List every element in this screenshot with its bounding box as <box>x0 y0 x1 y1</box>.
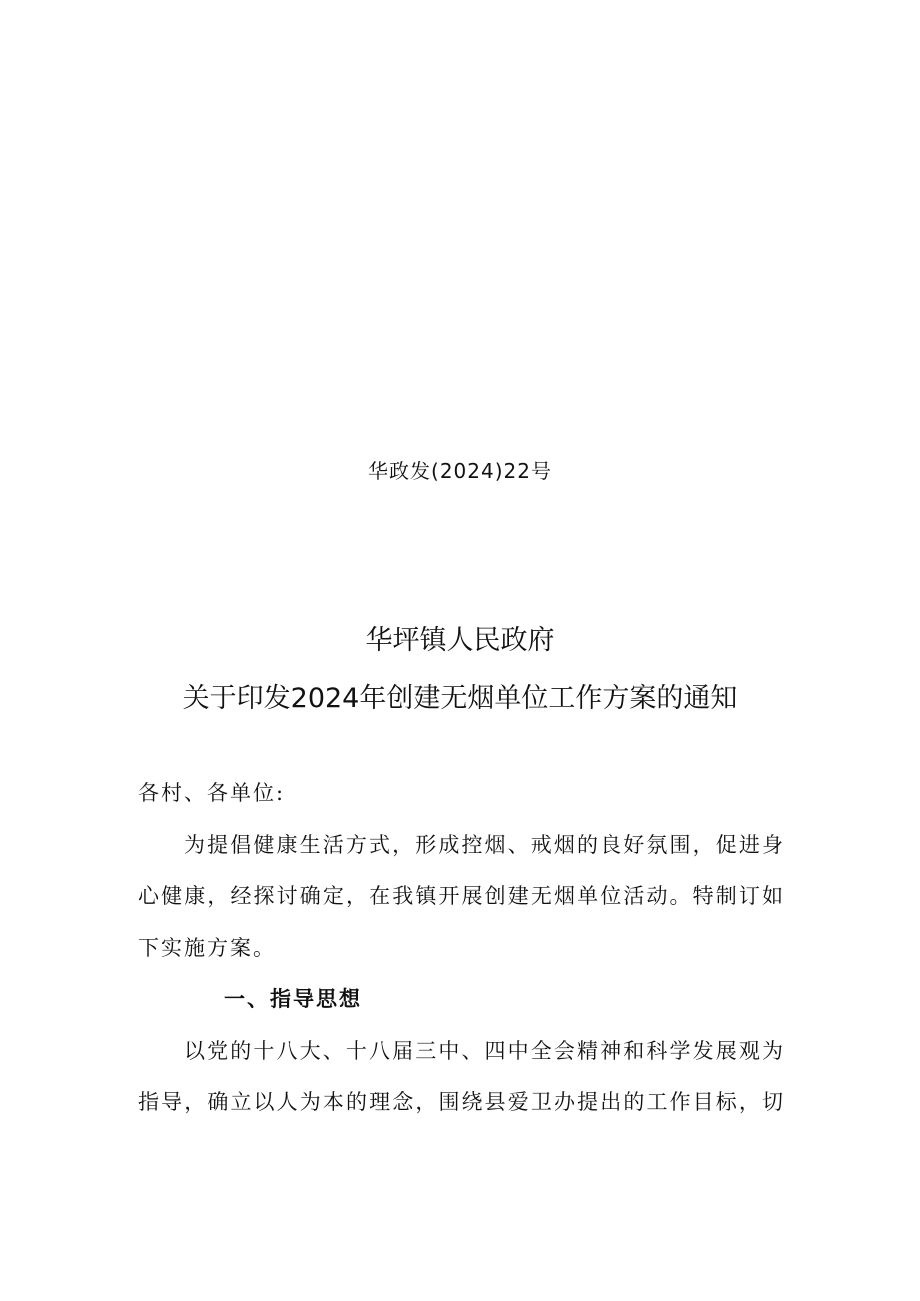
section-heading-guiding-ideology: 一、指导思想 <box>224 987 362 1011</box>
paragraph-2-line-2: 指导，确立以人为本的理念，围绕县爱卫办提出的工作目标，切 <box>138 1090 783 1114</box>
title-line-2: 关于印发2024年创建无烟单位工作方案的通知 <box>182 683 738 714</box>
document-number: 华政发(2024)22号 <box>368 459 552 483</box>
paragraph-1-line-3: 下实施方案。 <box>138 935 276 960</box>
paragraph-1-line-1: 为提倡健康生活方式，形成控烟、戒烟的良好氛围，促进身 <box>184 832 783 857</box>
salutation: 各村、各单位: <box>138 781 286 805</box>
paragraph-1-line-2: 心健康，经探讨确定，在我镇开展创建无烟单位活动。特制订如 <box>138 884 783 908</box>
title-line-1: 华坪镇人民政府 <box>365 625 555 656</box>
paragraph-2-line-1: 以党的十八大、十八届三中、四中全会精神和科学发展观为 <box>184 1038 783 1063</box>
document-body <box>138 768 783 1129</box>
document-title <box>0 612 920 728</box>
